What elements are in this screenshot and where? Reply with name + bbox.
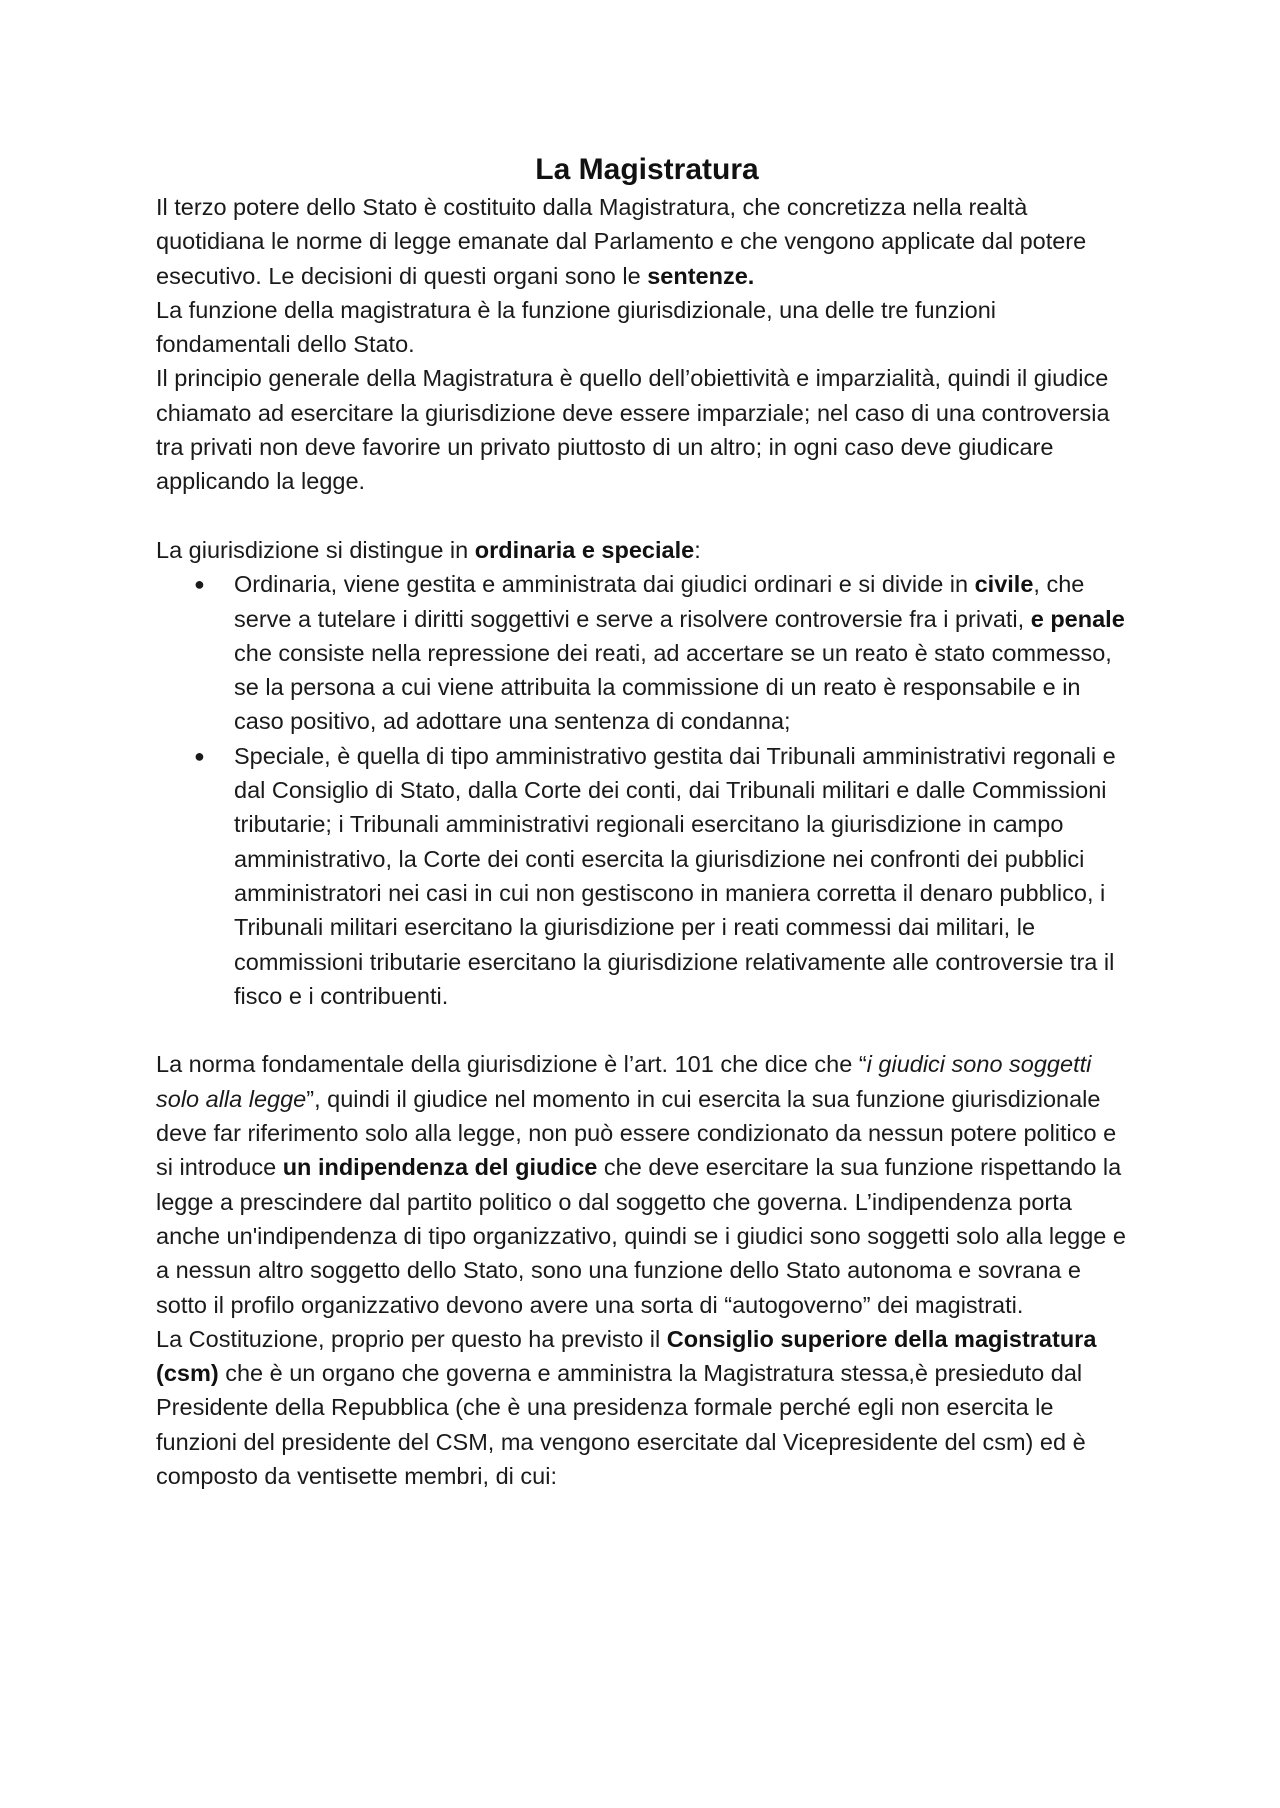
paragraph-csm [156, 1322, 1130, 1493]
paragraph-intro-bold: sentenze. [647, 262, 755, 289]
jurisdiction-list [156, 567, 1130, 1013]
paragraph-jurisdiction-text: La giurisdizione si distingue in [156, 536, 475, 563]
csm-bold: Consiglio superiore della magistratura (csm) [156, 1325, 1097, 1387]
bullet1-bold-civile: civile [974, 571, 1034, 598]
csm-text-a: La Costituzione, proprio per questo ha previsto il [156, 1325, 667, 1352]
paragraph-intro-text: Il terzo potere dello Stato è costituito dalla Magistratura, che concretizza nella realtà quotidiana le norme di legge emanate dal Parlamento e che vengono applicate dal potere esecutivo. Le decisioni di questi organi sono le [156, 194, 1087, 289]
spacer [156, 1013, 1130, 1047]
paragraph-art101 [156, 1047, 1130, 1321]
paragraph-jurisdiction [156, 533, 1130, 567]
spacer [156, 499, 1130, 533]
paragraph-jurisdiction-bold: ordinaria e speciale [474, 536, 695, 563]
bullet1-bold-penale: e penale [1030, 605, 1125, 632]
bullet-icon: ● [194, 745, 205, 766]
art101-text-a: La norma fondamentale della giurisdizione è l’art. 101 che dice che “ [156, 1051, 867, 1078]
art101-text-b: ”, quindi il giudice nel momento in cui esercita la sua funzione giurisdizionale deve far riferimento solo alla legge, non può essere condizionato da nessun potere politico e si introduce [156, 1085, 1117, 1181]
list-item-ordinaria [156, 567, 1130, 738]
paragraph-jurisdiction-colon: : [694, 536, 701, 563]
paragraph-principle: Il principio generale della Magistratura è quello dell’obiettività e imparzialità, quindi il giudice chiamato ad esercitare la giurisdizione deve essere imparziale; nel caso di una controversia tra privati non deve favorire un privato piuttosto di un altro; in ogni caso deve giudicare applicando la legge. [156, 365, 1110, 495]
page-title: La Magistratura [535, 153, 759, 186]
art101-italic-quote: i giudici sono soggetti solo alla legge [156, 1051, 1092, 1112]
csm-text-b: che è un organo che governa e amministra la Magistratura stessa,è presieduto dal Presidente della Repubblica (che è una presidenza formale perché egli non esercita le funzioni del presidente del CSM, ma vengono esercitate dal Vicepresidente del csm) ed è composto da ventisette membri, di cui: [156, 1360, 1086, 1489]
bullet2-text: Speciale, è quella di tipo amministrativo gestita dai Tribunali amministrativi regonali e dal Consiglio di Stato, dalla Corte dei conti, dai Tribunali militari e dalle Commissioni tributarie; i Tribunali amministrativi regionali esercitano la giurisdizione in campo amministrativo, la Corte dei conti esercita la giurisdizione nei confronti dei pubblici amministratori nei casi in cui non gestiscono in maniera corretta il denaro pubblico, i Tribunali militari esercitano la giurisdizione per i reati commessi dai militari, le commissioni tributarie esercitano la giurisdizione relativamente alle controversie tra il fisco e i contribuenti. [234, 742, 1116, 1009]
bullet1-text-c: , che serve a tutelare i diritti soggettivi e serve a risolvere controversie fra i privati, [234, 571, 1085, 632]
paragraph-intro [156, 190, 1130, 293]
art101-text-c: che deve esercitare la sua funzione rispettando la legge a prescindere dal partito politico o dal soggetto che governa. L’indipendenza porta anche un'indipendenza di tipo organizzativo, quindi se i giudici sono soggetti solo alla legge e a nessun altro soggetto dello Stato, sono una funzione dello Stato autonoma e sovrana e sotto il profilo organizzativo devono avere una sorta di “autogoverno” dei magistrati. [156, 1154, 1126, 1318]
list-item-speciale [156, 739, 1130, 1013]
bullet-icon: ● [194, 574, 205, 595]
bullet1-text-d: che consiste nella repressione dei reati, ad accertare se un reato è stato commesso, se la persona a cui viene attribuita la commissione di un reato è responsabile e in caso positivo, ad adottare una sentenza di condanna; [234, 639, 1112, 735]
art101-bold: un indipendenza del giudice [282, 1154, 598, 1181]
bullet1-text-a: Ordinaria, viene gestita e amministrata dai giudici ordinari e si divide in [234, 571, 975, 598]
paragraph-function: La funzione della magistratura è la funzione giurisdizionale, una delle tre funzioni fondamentali dello Stato. [156, 296, 996, 358]
